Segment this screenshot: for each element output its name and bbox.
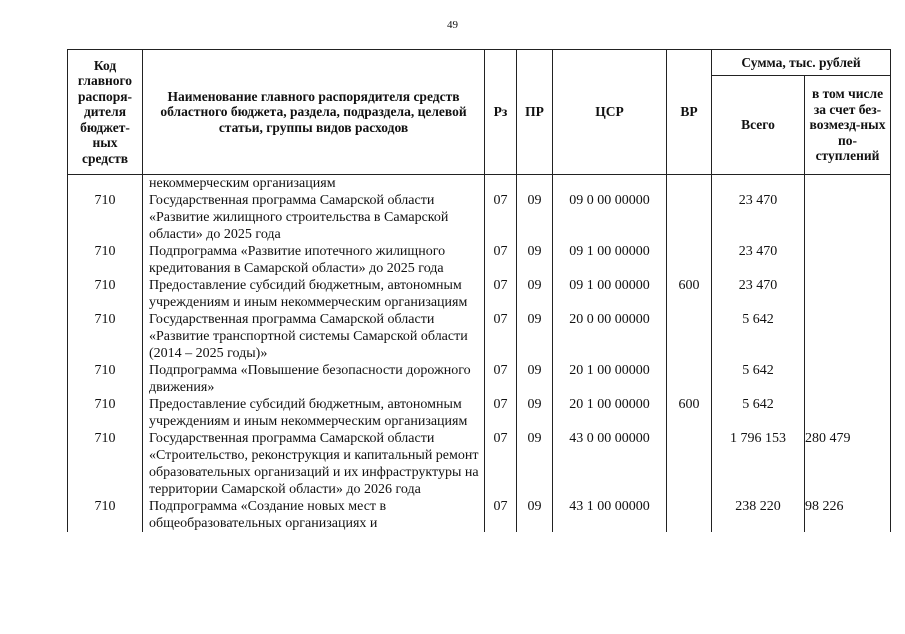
cell-pr: 09 xyxy=(517,430,553,498)
cell-pr: 09 xyxy=(517,243,553,277)
cell-code: 710 xyxy=(68,498,143,532)
cell-grants: 98 226 xyxy=(805,498,891,532)
cell-name: Государственная программа Самарской области «Развитие транспортной системы Самарской области (2014 – 2025 годы)» xyxy=(143,311,485,362)
cell-pr: 09 xyxy=(517,396,553,430)
header-code: Код главного распоря-дителя бюджет-ных средств xyxy=(68,50,143,175)
cell-total: 238 220 xyxy=(712,498,805,532)
cell-name: Предоставление субсидий бюджетным, автономным учреждениям и иным некоммерческим организациям xyxy=(143,396,485,430)
table-row xyxy=(68,175,891,193)
cell-total xyxy=(712,175,805,193)
table-row xyxy=(68,311,891,362)
cell-vr xyxy=(667,192,712,243)
cell-name: Предоставление субсидий бюджетным, автономным учреждениям и иным некоммерческим организациям xyxy=(143,277,485,311)
cell-code: 710 xyxy=(68,243,143,277)
cell-name: Государственная программа Самарской области «Развитие жилищного строительства в Самарской области» до 2025 года xyxy=(143,192,485,243)
cell-csr xyxy=(553,175,667,193)
cell-name: Подпрограмма «Развитие ипотечного жилищного кредитования в Самарской области» до 2025 года xyxy=(143,243,485,277)
cell-csr: 20 1 00 00000 xyxy=(553,396,667,430)
cell-rz: 07 xyxy=(485,311,517,362)
cell-csr: 09 1 00 00000 xyxy=(553,243,667,277)
cell-vr xyxy=(667,362,712,396)
cell-pr: 09 xyxy=(517,311,553,362)
cell-csr: 09 1 00 00000 xyxy=(553,277,667,311)
cell-grants: 280 479 xyxy=(805,430,891,498)
header-name: Наименование главного распорядителя средств областного бюджета, раздела, подраздела, целевой статьи, группы видов расходов xyxy=(143,50,485,175)
cell-grants xyxy=(805,396,891,430)
cell-code: 710 xyxy=(68,396,143,430)
header-rz: Рз xyxy=(485,50,517,175)
cell-pr: 09 xyxy=(517,192,553,243)
cell-rz: 07 xyxy=(485,396,517,430)
cell-grants xyxy=(805,243,891,277)
cell-code: 710 xyxy=(68,430,143,498)
cell-rz: 07 xyxy=(485,192,517,243)
cell-vr xyxy=(667,175,712,193)
cell-grants xyxy=(805,311,891,362)
header-grants: в том числе за счет без-возмезд-ных по-ступлений xyxy=(805,76,891,175)
cell-vr xyxy=(667,243,712,277)
table-row xyxy=(68,192,891,243)
cell-code: 710 xyxy=(68,192,143,243)
cell-pr: 09 xyxy=(517,362,553,396)
cell-rz: 07 xyxy=(485,430,517,498)
cell-grants xyxy=(805,277,891,311)
header-total: Всего xyxy=(712,76,805,175)
cell-code xyxy=(68,175,143,193)
cell-vr xyxy=(667,311,712,362)
cell-total: 23 470 xyxy=(712,243,805,277)
cell-rz: 07 xyxy=(485,362,517,396)
cell-code: 710 xyxy=(68,311,143,362)
table-body xyxy=(68,175,891,533)
cell-rz: 07 xyxy=(485,498,517,532)
cell-csr: 09 0 00 00000 xyxy=(553,192,667,243)
cell-total: 5 642 xyxy=(712,362,805,396)
header-csr: ЦСР xyxy=(553,50,667,175)
cell-grants xyxy=(805,175,891,193)
cell-csr: 43 0 00 00000 xyxy=(553,430,667,498)
cell-vr xyxy=(667,430,712,498)
table-row xyxy=(68,277,891,311)
cell-total: 5 642 xyxy=(712,396,805,430)
cell-rz: 07 xyxy=(485,243,517,277)
cell-code: 710 xyxy=(68,362,143,396)
cell-rz xyxy=(485,175,517,193)
cell-vr: 600 xyxy=(667,277,712,311)
cell-csr: 20 0 00 00000 xyxy=(553,311,667,362)
cell-total: 23 470 xyxy=(712,277,805,311)
cell-grants xyxy=(805,192,891,243)
budget-table xyxy=(67,49,891,532)
cell-grants xyxy=(805,362,891,396)
cell-vr: 600 xyxy=(667,396,712,430)
cell-total: 1 796 153 xyxy=(712,430,805,498)
table-row xyxy=(68,362,891,396)
cell-name: некоммерческим организациям xyxy=(143,175,485,193)
cell-csr: 43 1 00 00000 xyxy=(553,498,667,532)
table-row xyxy=(68,396,891,430)
header-vr: ВР xyxy=(667,50,712,175)
cell-pr: 09 xyxy=(517,498,553,532)
cell-total: 5 642 xyxy=(712,311,805,362)
header-pr: ПР xyxy=(517,50,553,175)
table-row xyxy=(68,498,891,532)
cell-vr xyxy=(667,498,712,532)
header-sum-group: Сумма, тыс. рублей xyxy=(712,50,891,76)
cell-pr: 09 xyxy=(517,277,553,311)
cell-pr xyxy=(517,175,553,193)
cell-total: 23 470 xyxy=(712,192,805,243)
cell-csr: 20 1 00 00000 xyxy=(553,362,667,396)
cell-name: Государственная программа Самарской области «Строительство, реконструкция и капитальный ремонт образовательных организаций и их инфраструктуры на территории Самарской области» до 2026 года xyxy=(143,430,485,498)
page-number: 49 xyxy=(447,19,458,31)
table-row xyxy=(68,430,891,498)
cell-rz: 07 xyxy=(485,277,517,311)
cell-name: Подпрограмма «Создание новых мест в общеобразовательных организациях и xyxy=(143,498,485,532)
cell-code: 710 xyxy=(68,277,143,311)
table-row xyxy=(68,243,891,277)
cell-name: Подпрограмма «Повышение безопасности дорожного движения» xyxy=(143,362,485,396)
